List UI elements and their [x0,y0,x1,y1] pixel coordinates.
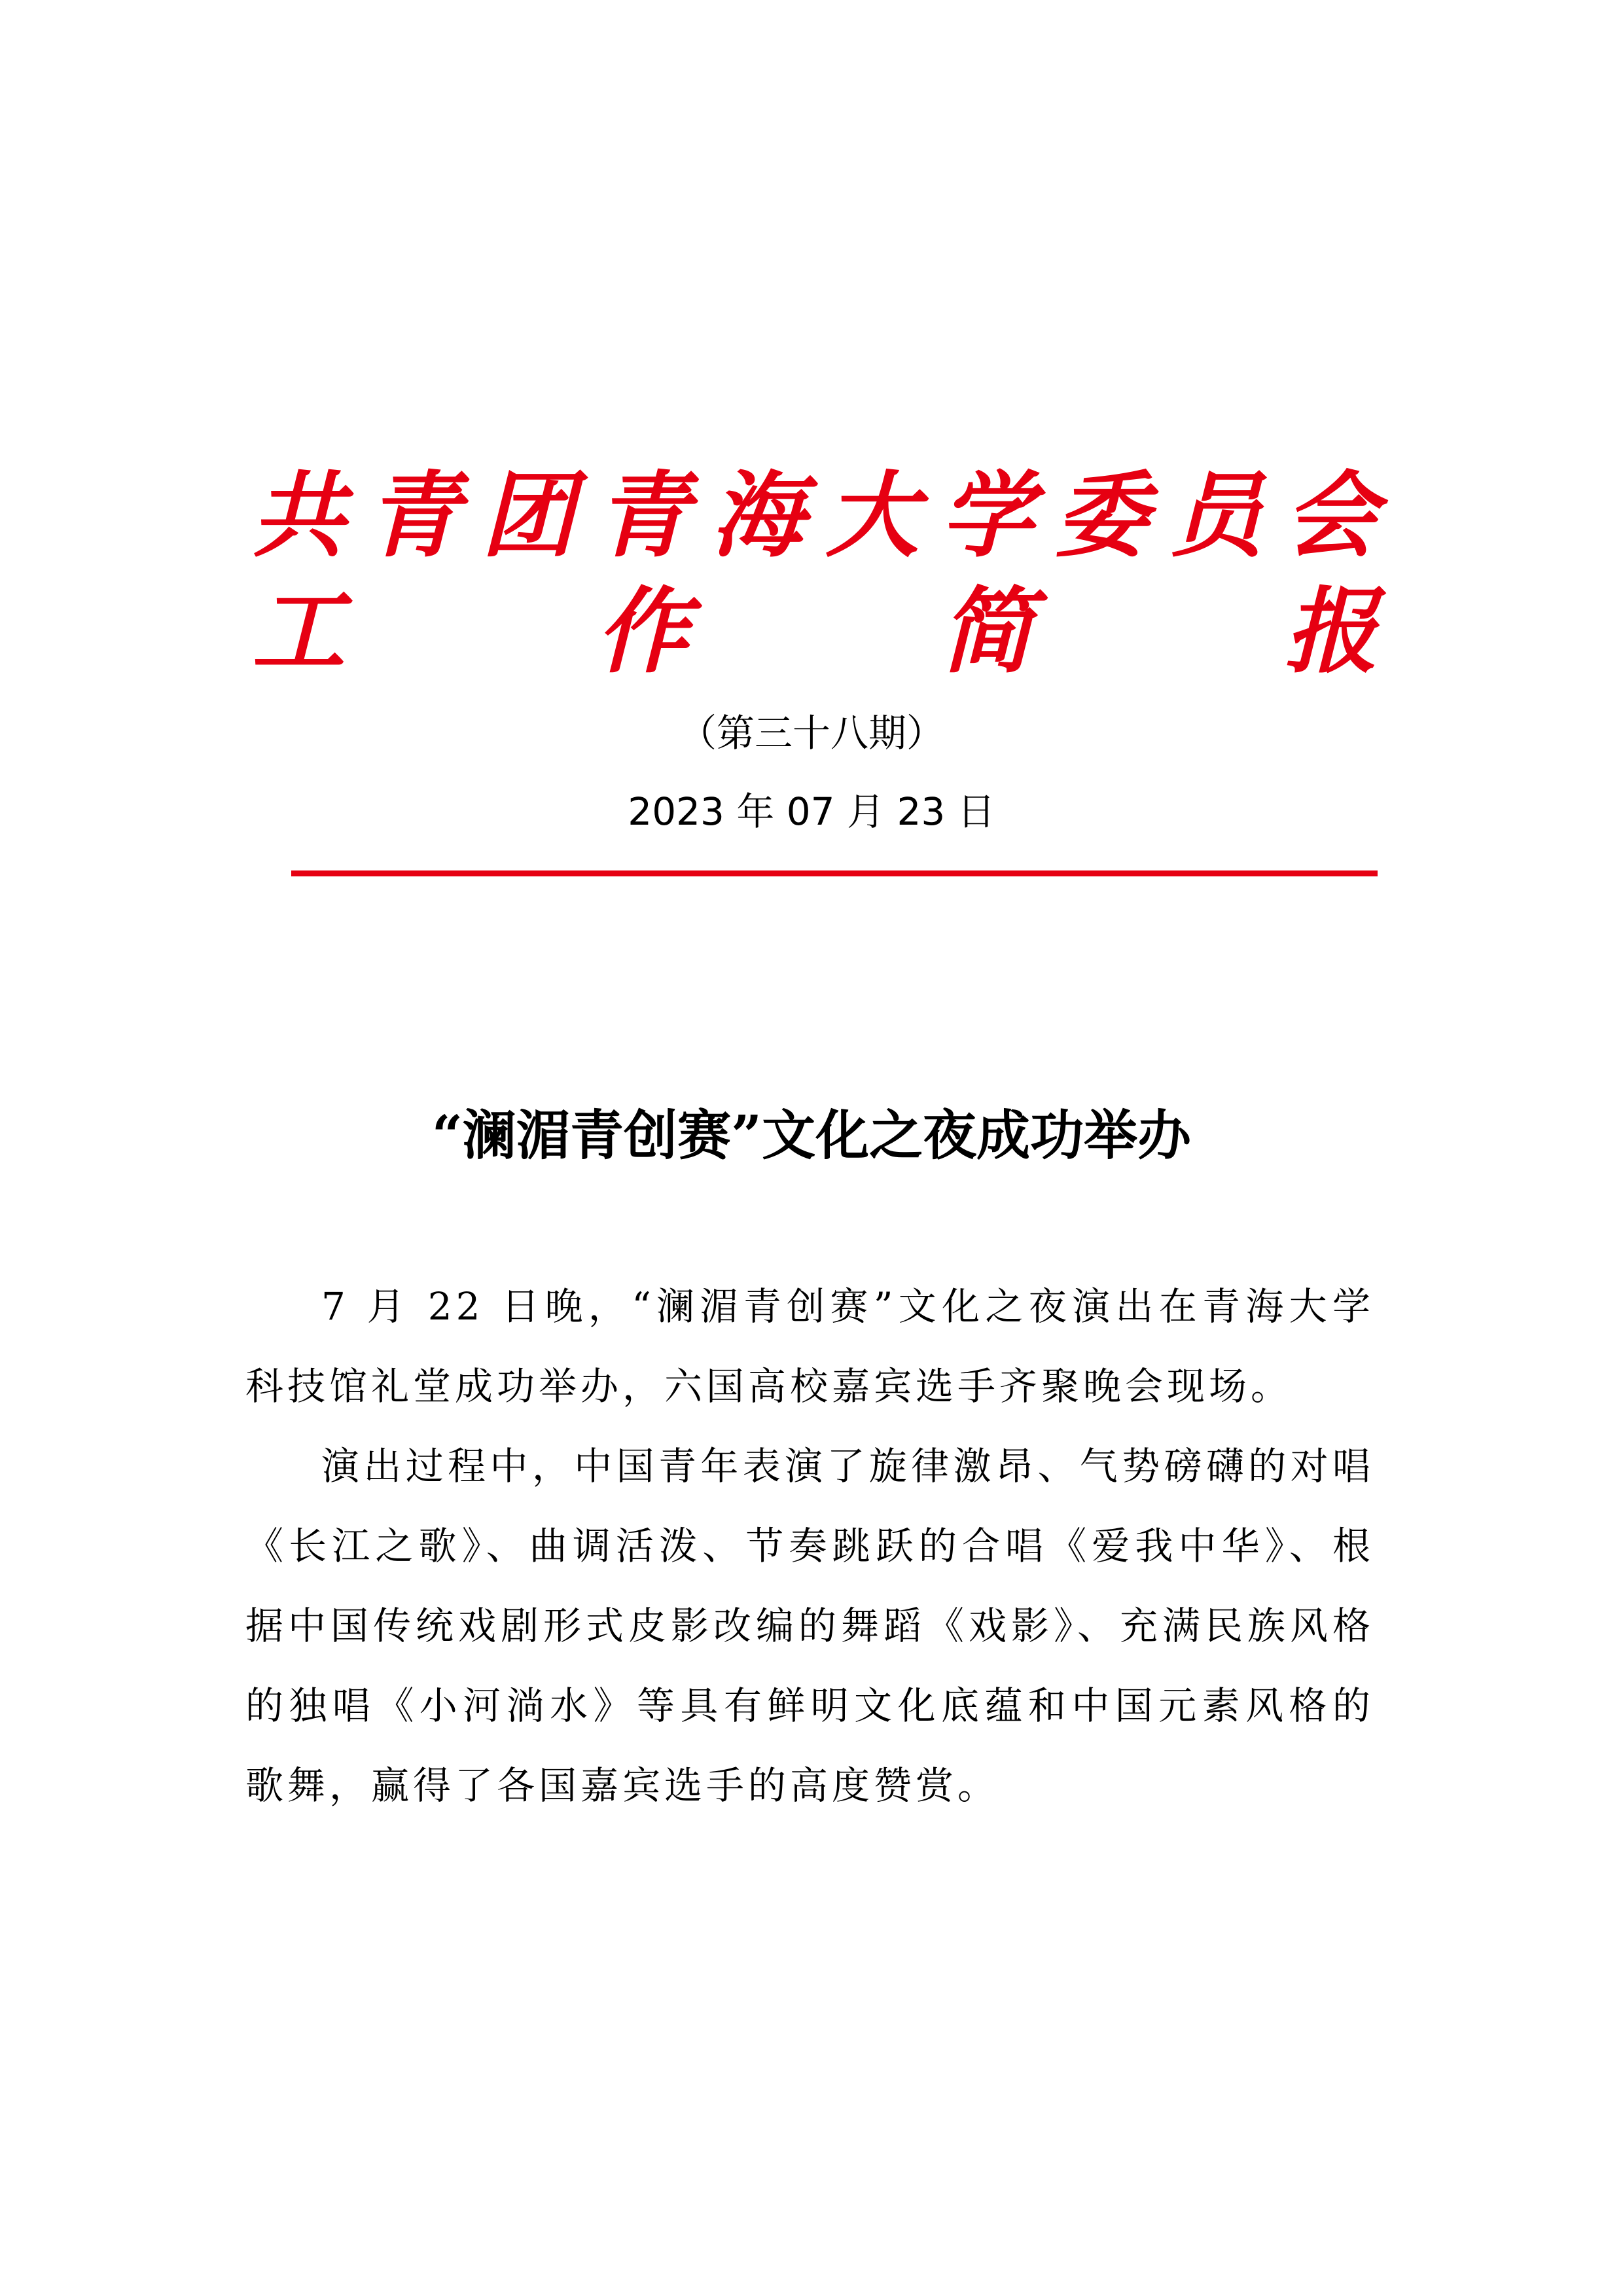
masthead-char: 海 [711,461,804,570]
masthead-bulletin-name [252,579,1378,684]
article-body [245,1266,1374,1825]
article-paragraph: 演出过程中，中国青年表演了旋律激昂、气势磅礴的对唱《长江之歌》、曲调活泼、节奏跳跃的合唱《爱我中华》、根据中国传统戏剧形式皮影改编的舞蹈《戏影》、充满民族风格的独唱《小河淌水》等具有鲜明文化底蕴和中国元素风格的歌舞，赢得了各国嘉宾选手的高度赞赏。 [245,1444,1374,1808]
masthead-char: 共 [252,461,345,570]
masthead-divider [291,870,1378,876]
bulletin-char: 简 [940,577,1033,686]
masthead-char: 青 [596,461,689,570]
issue-number: （第三十八期） [678,711,944,755]
bulletin-char: 工 [252,577,345,686]
masthead-char: 委 [1055,461,1149,570]
issue-date: 2023 年 07 月 23 日 [628,789,995,834]
masthead-organization-name [252,463,1378,568]
bulletin-char: 报 [1285,577,1378,686]
masthead-char: 大 [825,461,919,570]
article-paragraph: 7 月 22 日晚，“澜湄青创赛”文化之夜演出在青海大学科技馆礼堂成功举办，六国高校嘉宾选手齐聚晚会现场。 [245,1284,1374,1408]
masthead-char: 团 [481,461,575,570]
article-title: “澜湄青创赛”文化之夜成功举办 [431,1104,1192,1167]
masthead-char: 青 [366,461,460,570]
masthead-char: 学 [940,461,1033,570]
masthead-char: 员 [1169,461,1263,570]
masthead-char: 会 [1284,461,1378,570]
bulletin-char: 作 [596,577,689,686]
